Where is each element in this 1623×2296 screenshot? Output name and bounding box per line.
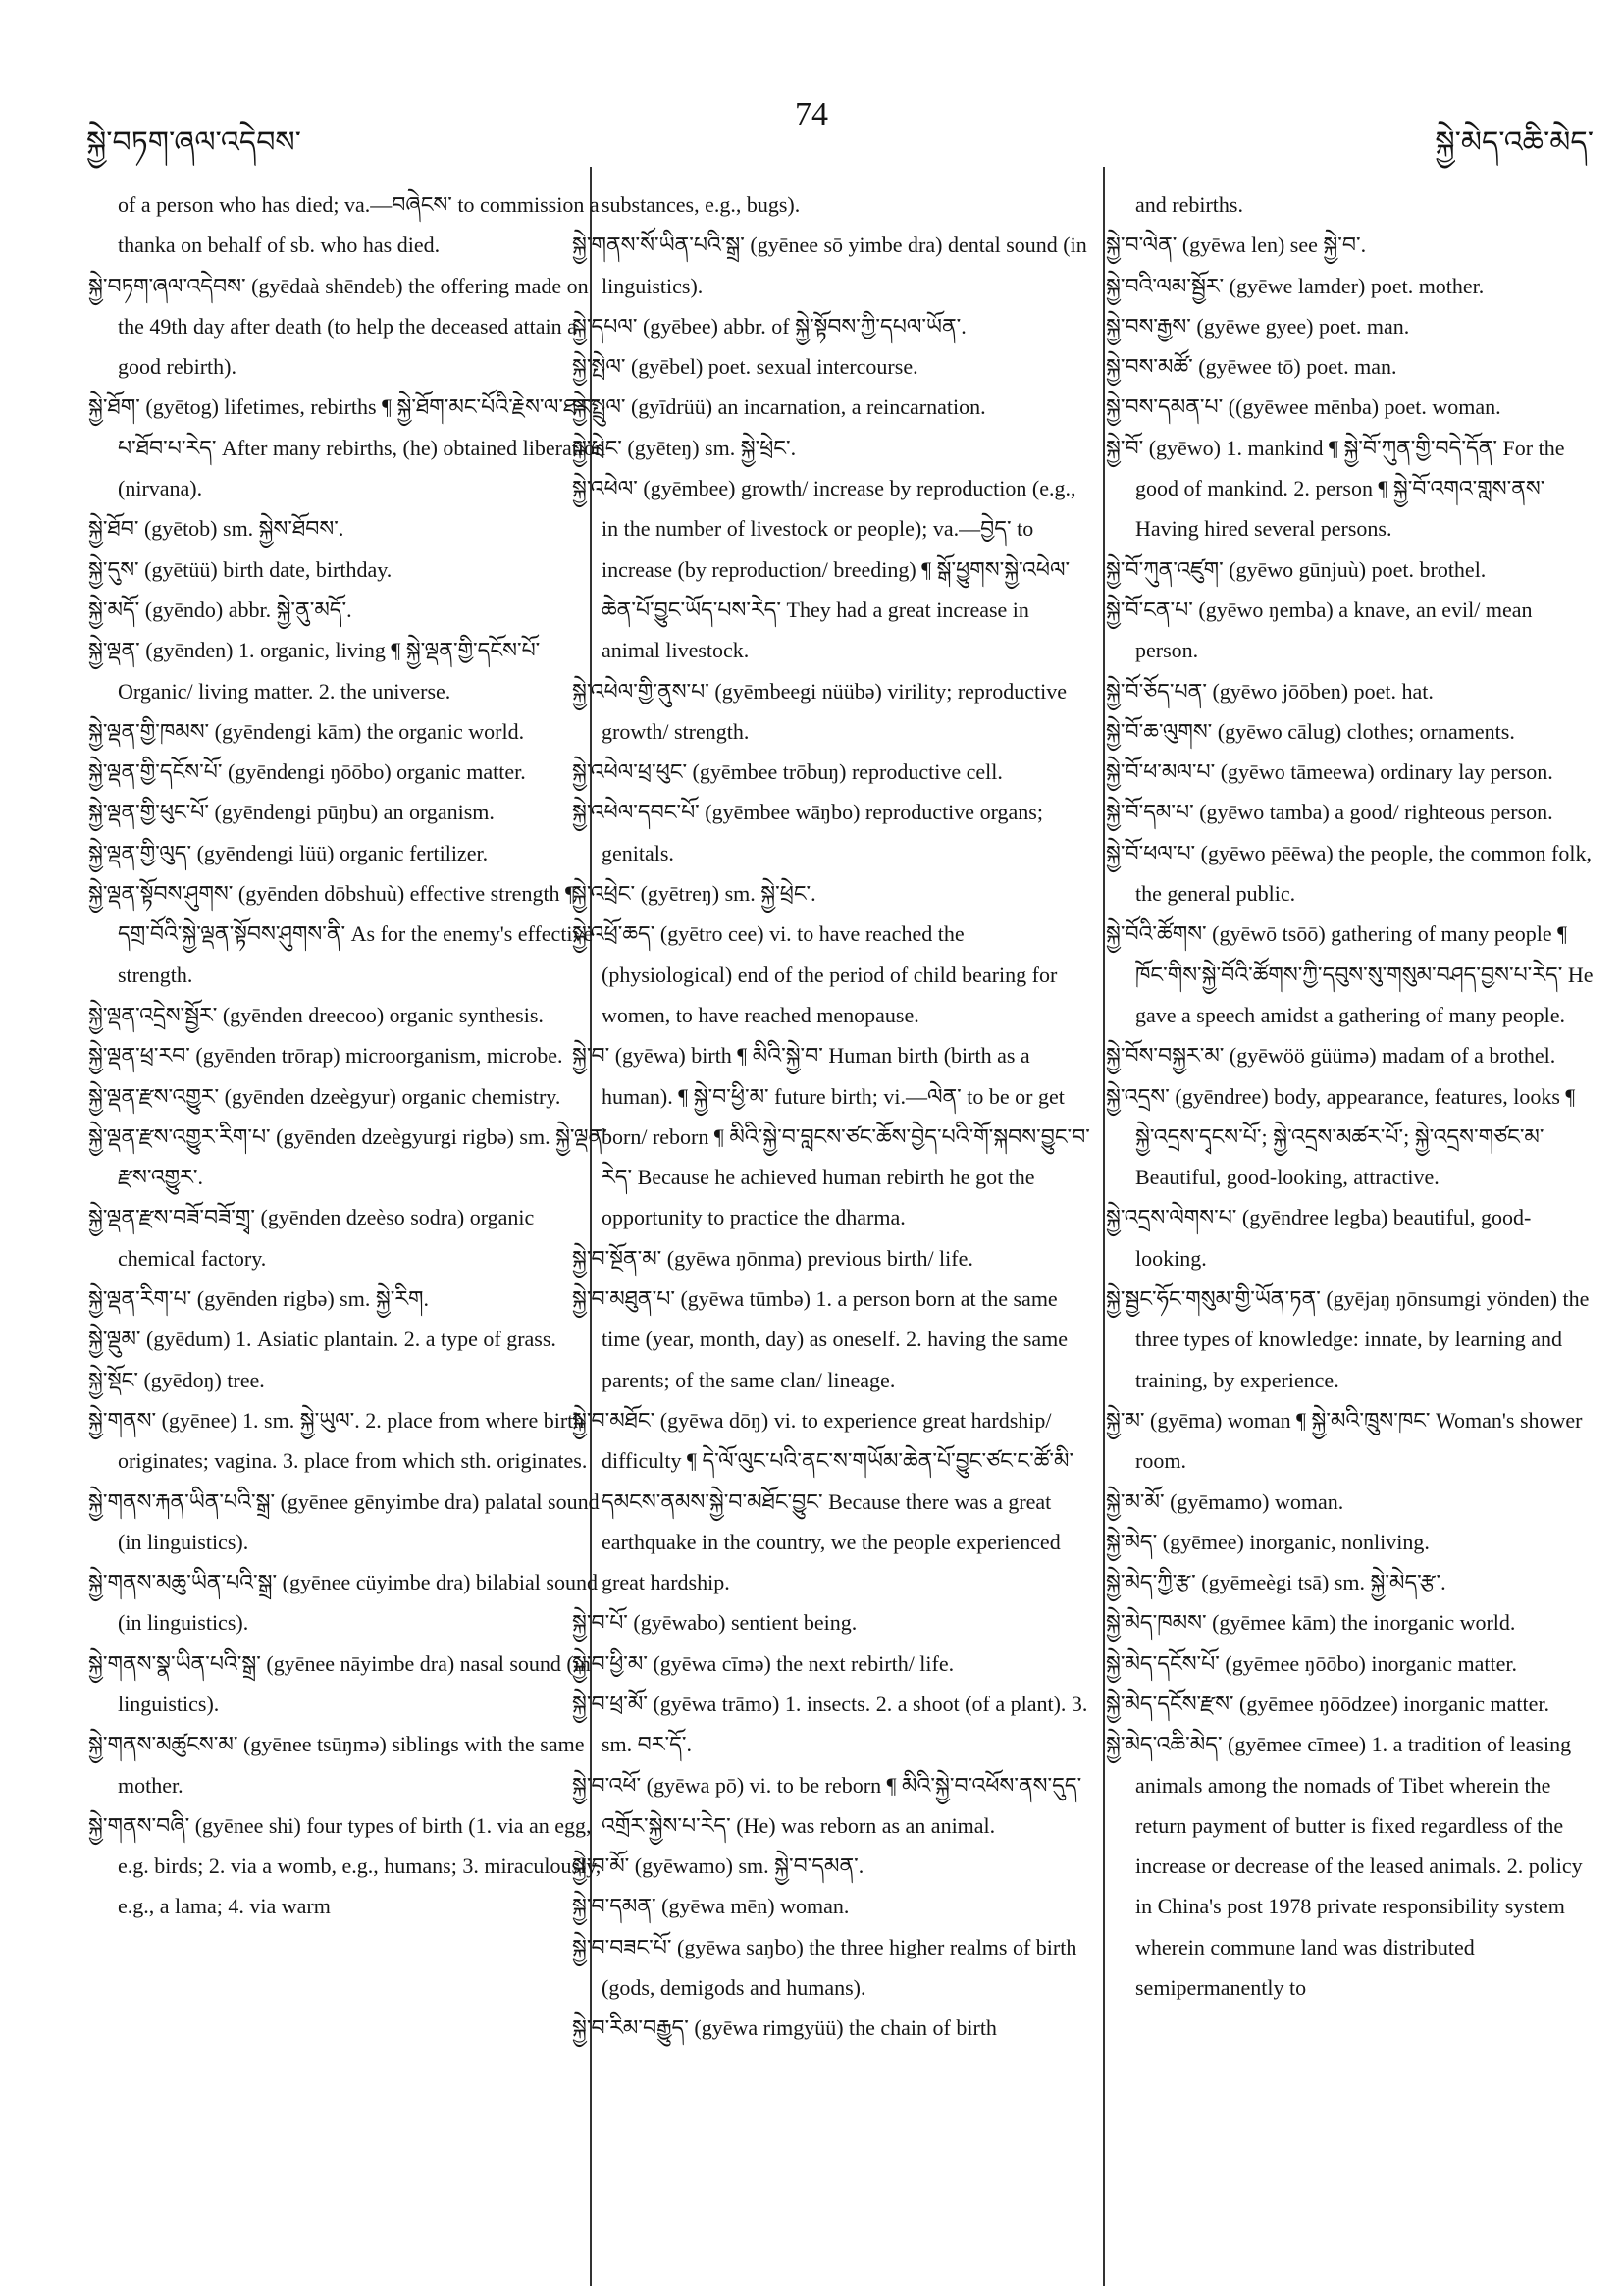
dictionary-entry: སྐྱེ་དཔལ་ (gyēbee) abbr. of སྐྱེ་སྟོབས་ཀྱི་དཔལ་ཡོན་. — [572, 313, 967, 339]
dictionary-entry: སྐྱེ་བོའི་ཚོགས་ (gyēwō tsōō) gathering of many people ¶ ཁོང་གིས་སྐྱེ་བོའི་ཚོགས་ཀྱི་དབུས་སུ་གསུམ་བཤད་བྱས་པ་རེད་ He gave a speech amidst a gathering of many people. — [1106, 921, 1594, 1027]
dictionary-entry: སྐྱེ་བོ་ཕལ་པ་ (gyēwo pēēwa) the people, the common folk, the general public. — [1106, 840, 1592, 907]
dictionary-entry: སྐྱེ་བ་པོ་ (gyēwabo) sentient being. — [572, 1610, 858, 1636]
dictionary-entry: སྐྱེ་ལྡན་ (gyēnden) 1. organic, living ¶ སྐྱེ་ལྡན་གྱི་དངོས་པོ་ Organic/ living matter. 2. the universe. — [88, 638, 541, 704]
dictionary-entry: སྐྱེ་མེད་ཁམས་ (gyēmee kām) the inorganic world. — [1106, 1610, 1516, 1636]
dictionary-entry: སྐྱེ་བོ་ (gyēwo) 1. mankind ¶ སྐྱེ་བོ་ཀུན་གྱི་བདེ་དོན་ For the good of mankind. 2. person ¶ སྐྱེ་བོ་འགའ་གླས་ནས་ Having hired several persons. — [1106, 435, 1565, 542]
running-head-right: སྐྱེ་མེད་འཆི་མེད་ — [1435, 126, 1594, 160]
dictionary-entry: སྐྱེ་གནས་མཆུ་ཡིན་པའི་སྒྲ་ (gyēnee cüyimbe dra) bilabial sound (in linguistics). — [88, 1570, 598, 1636]
dictionary-entry: སྐྱེ་ལྡན་གྱི་དངོས་པོ་ (gyēndengi ŋōōbo) organic matter. — [88, 759, 526, 785]
dictionary-entry: of a person who has died; va.—བཞེངས་ to commission a thanka on behalf of sb. who has died. — [118, 192, 600, 258]
dictionary-entry: སྐྱེ་བོ་ཀུན་འཛུག་ (gyēwo gūnjuù) poet. brothel. — [1106, 556, 1487, 582]
dictionary-entry: སྐྱེ་བ་མོ་ (gyēwamo) sm. སྐྱེ་བ་དམན་. — [572, 1853, 864, 1879]
dictionary-entry: སྐྱེ་ཕྲེང་ (gyēteŋ) sm. སྐྱེ་ཕྲེང་. — [572, 435, 797, 460]
dictionary-entry: སྐྱེ་བོས་བསྐྱར་མ་ (gyēwöö güümə) madam of a brothel. — [1106, 1043, 1556, 1069]
dictionary-entry: སྐྱེ་མེད་ཀྱི་རྩ་ (gyēmeègi tsā) sm. སྐྱེ་མེད་རྩ་. — [1106, 1570, 1446, 1595]
dictionary-entry: སྐྱེ་བ་ (gyēwa) birth ¶ མིའི་སྐྱེ་བ་ Human birth (birth as a human). ¶ སྐྱེ་བ་ཕྱི་མ་ future birth; vi.—ལེན་ to be or get born/ reborn ¶ མིའི་སྐྱེ་བ་བླངས་ཙང་ཆོས་བྱེད་པའི་གོ་སྐབས་བྱུང་བ་རེད་ Because he achieved human rebirth he got the opportunity to practice the dharma. — [572, 1043, 1090, 1230]
dictionary-entry: སྐྱེ་གནས་བཞི་ (gyēnee shi) four types of birth (1. via an egg, e.g. birds; 2. via a womb, e.g., humans; 3. miraculously, e.g., a lama; 4. via warm — [88, 1812, 602, 1919]
dictionary-entry: སྐྱེ་ལྡུམ་ (gyēdum) 1. Asiatic plantain. 2. a type of grass. — [88, 1327, 556, 1352]
column-3 — [1106, 184, 1597, 2008]
dictionary-entry: སྐྱེ་བས་དམན་པ་ ((gyēwee mēnba) poet. woman. — [1106, 394, 1501, 420]
dictionary-entry: སྐྱེ་འཕེལ་གྱི་ནུས་པ་ (gyēmbeegi nüübə) virility; reproductive growth/ strength. — [572, 678, 1068, 744]
dictionary-entry: སྐྱེ་གནས་ (gyēnee) 1. sm. སྐྱེ་ཡུལ་. 2. place from where birth originates; vagina. 3. place from which sth. originates. — [88, 1407, 588, 1474]
dictionary-entry: སྐྱེ་བ་རིམ་བརྒྱུད་ (gyēwa rimgyüü) the chain of birth — [572, 2015, 997, 2041]
column-rule — [1103, 167, 1105, 2286]
dictionary-entry: སྐྱེ་ལྡན་སྟོབས་ཤུགས་ (gyēnden dōbshuù) effective strength ¶ དགྲ་བོའི་སྐྱེ་ལྡན་སྟོབས་ཤུགས་ནི་ As for the enemy's effective strength. — [88, 881, 594, 987]
dictionary-entry: སྐྱེ་ལྡན་གྱི་ལུད་ (gyēndengi lüü) organic fertilizer. — [88, 840, 489, 865]
dictionary-entry: སྐྱེ་བོ་ཕ་མལ་པ་ (gyēwo tāmeewa) ordinary lay person. — [1106, 759, 1553, 785]
dictionary-entry: སྐྱེ་བོ་ཅོད་པན་ (gyēwo jōōben) poet. hat. — [1106, 678, 1434, 704]
dictionary-entry: སྐྱེ་བས་མཚོ་ (gyēwee tō) poet. man. — [1106, 354, 1397, 380]
dictionary-entry: སྐྱེ་མདོ་ (gyēndo) abbr. སྐྱེ་ནུ་མདོ་. — [88, 597, 352, 622]
dictionary-entry: སྐྱེ་བ་ལེན་ (gyēwa len) see སྐྱེ་བ་. — [1106, 233, 1367, 258]
dictionary-entry: སྐྱེ་ལྡན་གྱི་ཁམས་ (gyēndengi kām) the organic world. — [88, 718, 525, 744]
page-number: 74 — [795, 96, 828, 132]
dictionary-entry: སྐྱེ་འཕེལ་ (gyēmbee) growth/ increase by reproduction (e.g., in the number of livestock or people); va.—བྱེད་ to increase (by reproduction/ breeding) ¶ སྒོ་ཕྱུགས་སྐྱེ་འཕེལ་ཆེན་པོ་བྱུང་ཡོད་པས་རེད་ They had a great increase in animal livestock. — [572, 476, 1076, 663]
column-2 — [572, 184, 1092, 2049]
dictionary-entry: སྐྱེ་དུས་ (gyētüü) birth date, birthday. — [88, 556, 393, 582]
dictionary-entry: སྐྱེ་འཕྲེང་ (gyētreŋ) sm. སྐྱེ་ཕྲེང་. — [572, 881, 816, 907]
dictionary-entry: སྐྱེ་ལྡན་རྫས་འགྱུར་ (gyēnden dzeègyur) organic chemistry. — [88, 1083, 561, 1109]
dictionary-entry: སྐྱེ་བ་སྔོན་མ་ (gyēwa ŋōnma) previous birth/ life. — [572, 1245, 973, 1271]
dictionary-entry: substances, e.g., bugs). — [602, 192, 801, 217]
dictionary-entry: སྐྱེ་བ་འཕོ་ (gyēwa pō) vi. to be reborn ¶ མིའི་སྐྱེ་བ་འཕོས་ནས་དུད་འགྲོར་སྐྱེས་པ་རེད་ (He) was reborn as an animal. — [572, 1772, 1082, 1838]
dictionary-entry: སྐྱེ་སྤྲུལ་ (gyīdrüü) an incarnation, a reincarnation. — [572, 394, 986, 420]
dictionary-entry: སྐྱེ་བ་དམན་ (gyēwa mēn) woman. — [572, 1894, 850, 1919]
dictionary-entry: སྐྱེ་མེད་འཆི་མེད་ (gyēmee cīmee) 1. a tradition of leasing animals among the nomads of Tibet wherein the return payment of butter is fixed regardless of the increase or decrease of the leased animals. 2. policy in China's post 1978 private responsibility system wherein commune land was distributed semipermanently to — [1106, 1732, 1583, 2001]
dictionary-entry: སྐྱེ་འཕྲོ་ཆད་ (gyētro cee) vi. to have reached the (physiological) end of the period of child bearing for women, to have reached menopause. — [572, 921, 1058, 1027]
dictionary-entry: སྐྱེ་གནས་མཚུངས་མ་ (gyēnee tsūŋmə) siblings with the same mother. — [88, 1732, 585, 1798]
dictionary-entry: སྐྱེ་ལྡན་ཕྲ་རབ་ (gyēnden trōrap) microorganism, microbe. — [88, 1043, 563, 1069]
dictionary-entry: སྐྱེ་མ་ (gyēma) woman ¶ སྐྱེ་མའི་ཁྲུས་ཁང་ Woman's shower room. — [1106, 1407, 1583, 1474]
dictionary-entry: སྐྱེ་ལྡན་རིག་པ་ (gyēnden rigbə) sm. སྐྱེ་རིག. — [88, 1286, 430, 1312]
dictionary-entry: སྐྱེ་ལྡན་རྫས་བཟོ་བཟོ་གྲྭ་ (gyēnden dzeèso sodra) organic chemical factory. — [88, 1205, 535, 1271]
dictionary-entry: སྐྱེ་བ་མཐོང་ (gyēwa dōŋ) vi. to experience great hardship/ difficulty ¶ དེ་ལོ་ལུང་པའི་ནང་ས་གཡོམ་ཆེན་པོ་བྱུང་ཙང་ང་ཚོ་མི་དམངས་ནམས་སྐྱེ་བ་མཐོང་བྱུང་ Because there was a great earthquake in the country, we the people experienced great hardship. — [572, 1407, 1074, 1595]
dictionary-entry: and rebirths. — [1135, 192, 1243, 217]
dictionary-entry: སྐྱེ་ལྡན་འདྲེས་སྦྱོར་ (gyēnden dreecoo) organic synthesis. — [88, 1002, 544, 1027]
running-head-left: སྐྱེ་བཏག་ཞལ་འདེབས་ — [86, 126, 301, 160]
dictionary-entry: སྐྱེ་སྤེལ་ (gyēbel) poet. sexual intercourse. — [572, 354, 918, 380]
dictionary-entry: སྐྱེ་གནས་སྣ་ཡིན་པའི་སྒྲ་ (gyēnee nāyimbe dra) nasal sound (in linguistics). — [88, 1650, 591, 1716]
dictionary-entry: སྐྱེ་ཐོབ་ (gyētob) sm. སྐྱེས་ཐོབས་. — [88, 516, 344, 542]
dictionary-entry: སྐྱེ་འདྲས་ལེགས་པ་ (gyēndree legba) beautiful, good-looking. — [1106, 1205, 1532, 1271]
dictionary-entry: སྐྱེ་བཏག་ཞལ་འདེབས་ (gyēdaà shēndeb) the offering made on the 49th day after death (to help the deceased attain a good rebirth). — [88, 273, 589, 380]
dictionary-entry: སྐྱེ་སྡོང་ (gyēdoŋ) tree. — [88, 1367, 265, 1392]
dictionary-entry: སྐྱེ་བོ་ཆ་ལུགས་ (gyēwo cālug) clothes; ornaments. — [1106, 718, 1515, 744]
dictionary-entry: སྐྱེ་མ་མོ་ (gyēmamo) woman. — [1106, 1488, 1344, 1514]
dictionary-entry: སྐྱེ་བས་རྒྱས་ (gyēwe gyee) poet. man. — [1106, 313, 1410, 339]
dictionary-entry: སྐྱེ་མེད་དངོས་རྫས་ (gyēmee ŋōōdzee) inorganic matter. — [1106, 1691, 1549, 1716]
dictionary-entry: སྐྱེ་གནས་རྐན་ཡིན་པའི་སྒྲ་ (gyēnee gēnyimbe dra) palatal sound (in linguistics). — [88, 1488, 600, 1554]
dictionary-entry: སྐྱེ་བོ་དམ་པ་ (gyēwo tamba) a good/ righteous person. — [1106, 800, 1553, 825]
dictionary-entry: སྐྱེ་གནས་སོ་ཡིན་པའི་སྒྲ་ (gyēnee sō yimbe dra) dental sound (in linguistics). — [572, 233, 1087, 298]
dictionary-entry: སྐྱེ་ལྡན་གྱི་ཕུང་པོ་ (gyēndengi pūŋbu) an organism. — [88, 800, 495, 825]
dictionary-entry: སྐྱེ་ལྡན་རྫས་འགྱུར་རིག་པ་ (gyēnden dzeègyurgi rigbə) sm. སྐྱེ་ལྡན་རྫས་འགྱུར་. — [88, 1123, 607, 1190]
dictionary-entry: སྐྱེ་མེད་དངོས་པོ་ (gyēmee ŋōōbo) inorganic matter. — [1106, 1650, 1517, 1676]
dictionary-entry: སྐྱེ་སྦྱང་ཧོང་གསུམ་གྱི་ཡོན་ཏན་ (gyējaŋ ŋōnsumgi yönden) the three types of knowledge: innate, by learning and training, by experience. — [1106, 1286, 1590, 1392]
dictionary-entry: སྐྱེ་བའི་ལམ་སྦྱོར་ (gyēwe lamder) poet. mother. — [1106, 273, 1485, 298]
dictionary-entry: སྐྱེ་འཕེལ་ཕྲ་ཕུང་ (gyēmbee trōbuŋ) reproductive cell. — [572, 759, 1003, 785]
dictionary-entry: སྐྱེ་འདྲས་ (gyēndree) body, appearance, features, looks ¶ སྐྱེ་འདྲས་དྭངས་པོ་; སྐྱེ་འདྲས་མཚར་པོ་; སྐྱེ་འདྲས་གཙང་མ་ Beautiful, good-looking, attractive. — [1106, 1083, 1576, 1190]
column-1 — [88, 184, 608, 1927]
dictionary-entry: སྐྱེ་བོ་ངན་པ་ (gyēwo ŋemba) a knave, an evil/ mean person. — [1106, 597, 1533, 663]
dictionary-entry: སྐྱེ་བ་མཐུན་པ་ (gyēwa tūmbə) 1. a person born at the same time (year, month, day) as oneself. 2. having the same parents; of the same clan/ lineage. — [572, 1286, 1069, 1392]
dictionary-entry: སྐྱེ་འཕེལ་དབང་པོ་ (gyēmbee wāŋbo) reproductive organs; genitals. — [572, 800, 1043, 865]
dictionary-entry: སྐྱེ་བ་བཟང་པོ་ (gyēwa saŋbo) the three higher realms of birth (gods, demigods and humans). — [572, 1934, 1077, 2001]
dictionary-entry: སྐྱེ་མེད་ (gyēmee) inorganic, nonliving. — [1106, 1529, 1430, 1554]
dictionary-entry: སྐྱེ་བ་ཕྱི་མ་ (gyēwa cīmə) the next rebirth/ life. — [572, 1650, 955, 1676]
dictionary-entry: སྐྱེ་བ་ཕྲ་མོ་ (gyēwa trāmo) 1. insects. 2. a shoot (of a plant). 3. sm. བར་དོ་. — [572, 1691, 1088, 1757]
dictionary-entry: སྐྱེ་ཐོག་ (gyētog) lifetimes, rebirths ¶ སྐྱེ་ཐོག་མང་པོའི་རྗེས་ལ་ཐར་པ་ཐོབ་པ་རེད་ After many rebirths, (he) obtained liberation (nirvana). — [88, 394, 605, 501]
